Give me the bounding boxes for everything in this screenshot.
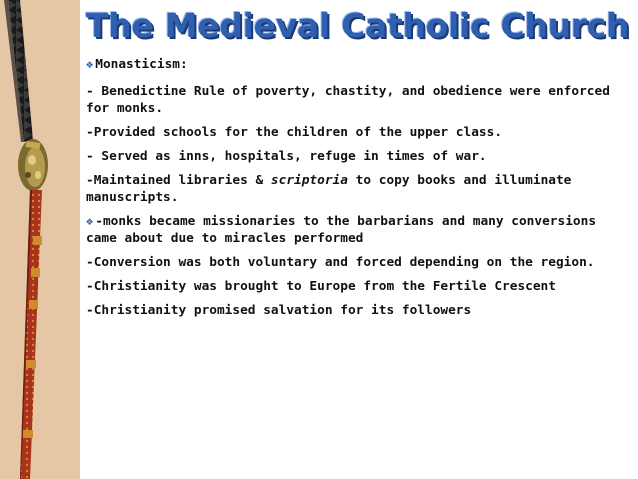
list-item: ❖ Monasticism: xyxy=(86,57,188,72)
diamond-bullet-icon: ❖ xyxy=(86,214,94,228)
list-item: -Conversion was both voluntary and forced depending on the region. xyxy=(86,255,595,270)
scriptoria-term: scriptoria xyxy=(270,173,348,188)
list-item: -Christianity was brought to Europe from the Fertile Crescent xyxy=(86,279,556,294)
list-item: -Maintained libraries & scriptoria to copy books and illuminate manuscripts. xyxy=(86,173,572,205)
slide-body xyxy=(86,56,626,326)
katana-image xyxy=(0,0,80,479)
list-item: - Served as inns, hospitals, refuge in times of war. xyxy=(86,149,487,164)
list-item: ❖ -monks became missionaries to the barbarians and many conversions came about due to miracles performed xyxy=(86,214,597,246)
diamond-bullet-icon: ❖ xyxy=(86,57,94,71)
list-item: -Christianity promised salvation for its followers xyxy=(86,303,472,318)
list-item: - Benedictine Rule of poverty, chastity, and obedience were enforced for monks. xyxy=(86,84,610,116)
slide-title: The Medieval Catholic Church xyxy=(86,6,630,45)
list-item: -Provided schools for the children of the upper class. xyxy=(86,125,503,140)
